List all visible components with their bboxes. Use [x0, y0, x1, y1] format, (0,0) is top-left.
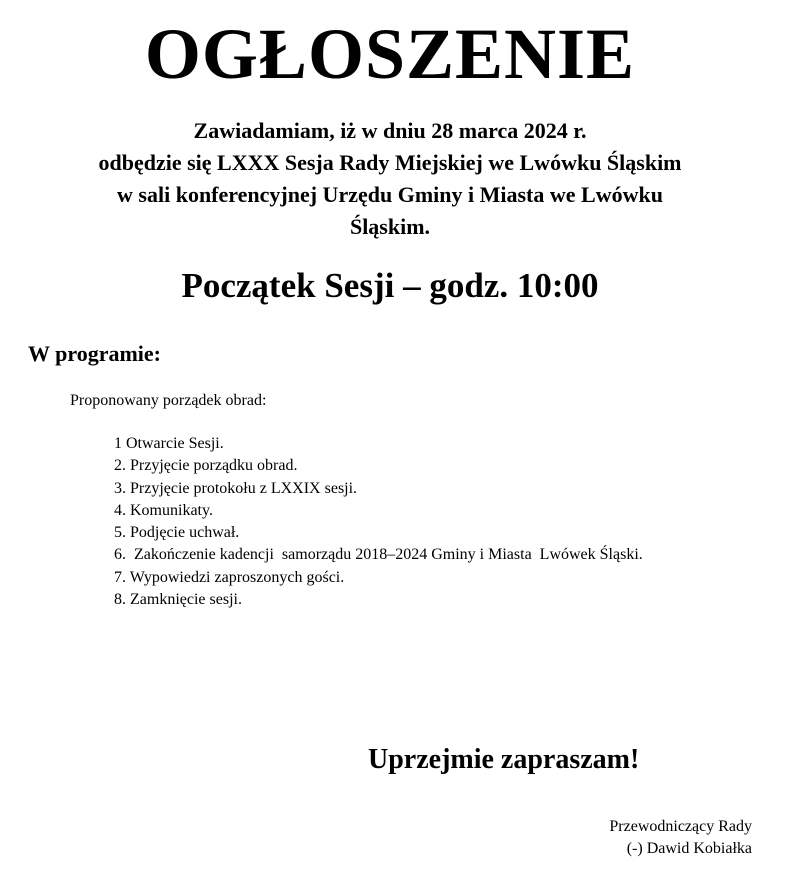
signature-role: Przewodniczący Rady — [609, 818, 752, 835]
agenda-item: 8. Zamknięcie sesji. — [114, 591, 242, 609]
agenda-item: 6. Zakończenie kadencji samorządu 2018–2024 Gminy i Miasta Lwówek Śląski. — [114, 546, 643, 564]
session-start-time: Początek Sesji – godz. 10:00 — [181, 266, 599, 305]
program-heading: W programie: — [28, 341, 161, 366]
notice-text — [0, 115, 780, 243]
agenda-item: 2. Przyjęcie porządku obrad. — [114, 457, 298, 475]
agenda-item: 3. Przyjęcie protokołu z LXXIX sesji. — [114, 479, 358, 497]
agenda-item: 5. Podjęcie uchwał. — [114, 524, 240, 542]
agenda-intro: Proponowany porządek obrad: — [70, 392, 267, 409]
page-title: OGŁOSZENIE — [144, 14, 636, 94]
agenda-item: 1 Otwarcie Sesji. — [114, 435, 224, 452]
signature-block — [609, 816, 752, 860]
agenda-list — [114, 433, 643, 611]
invitation-text: Uprzejmie zapraszam! — [368, 744, 640, 775]
agenda-item: 4. Komunikaty. — [114, 501, 213, 519]
agenda-item: 7. Wypowiedzi zaproszonych gości. — [114, 568, 345, 586]
notice-line: w sali konferencyjnej Urzędu Gminy i Miasta we Lwówku — [117, 182, 663, 207]
notice-line: Zawiadamiam, iż w dniu 28 marca 2024 r. — [193, 118, 587, 143]
signature-name: (-) Dawid Kobiałka — [626, 840, 752, 857]
notice-line: Śląskim. — [349, 214, 431, 239]
notice-line: odbędzie się LXXX Sesja Rady Miejskiej we Lwówku Śląskim — [98, 150, 682, 175]
